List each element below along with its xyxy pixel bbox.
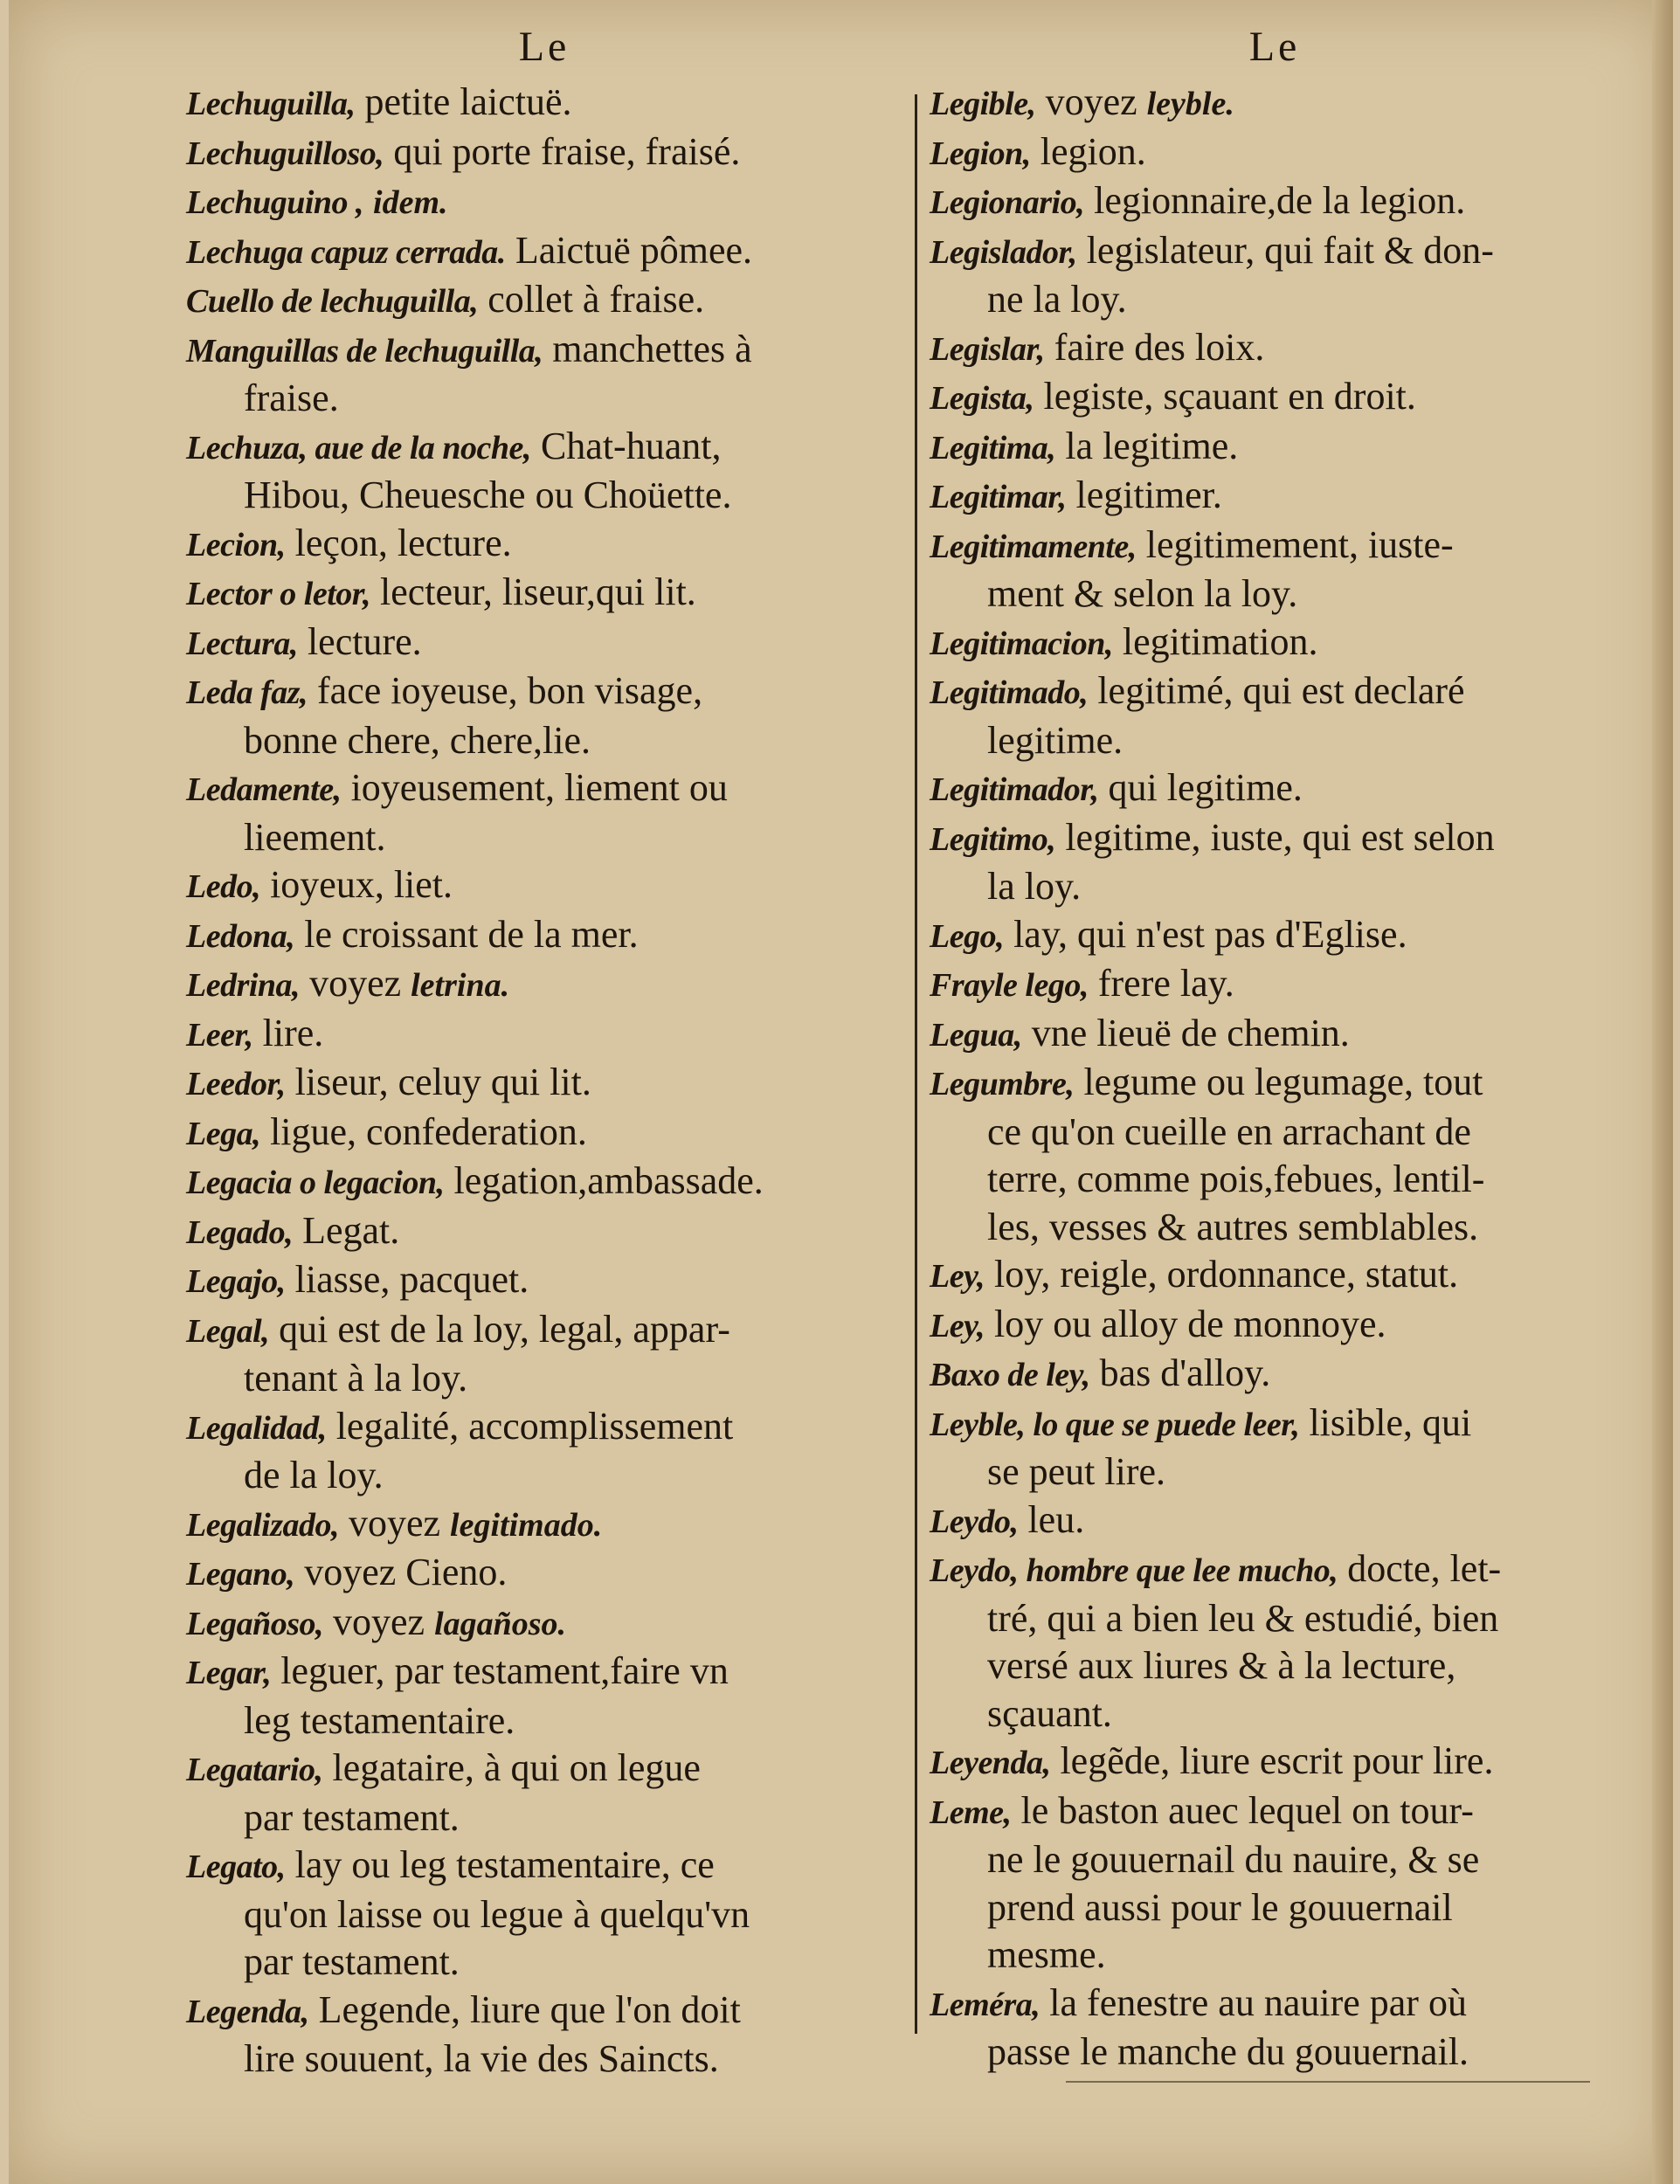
headword: Leedor, xyxy=(186,1066,286,1102)
definition-text: vne lieuë de chemin. xyxy=(1031,1011,1350,1054)
dictionary-entry-line xyxy=(186,1500,902,1550)
dictionary-entry-line xyxy=(186,1355,902,1403)
dictionary-entry-line xyxy=(930,1400,1620,1449)
definition-text: legionnaire,de la legion. xyxy=(1094,179,1466,222)
headword: Legua, xyxy=(930,1016,1022,1054)
dictionary-entry-line xyxy=(186,2035,902,2084)
definition-text: voyez xyxy=(333,1600,425,1643)
definition-text: legitimer. xyxy=(1075,473,1222,516)
dictionary-entry-line xyxy=(930,1884,1620,1932)
dictionary-entry-line xyxy=(930,960,1620,1010)
definition-text: tré, qui a bien leu & estudié, bien xyxy=(987,1596,1499,1640)
dictionary-entry-line xyxy=(930,373,1620,423)
headword: Lecion, xyxy=(186,526,286,563)
dictionary-entry-line xyxy=(930,423,1620,473)
definition-text: voyez xyxy=(309,962,402,1005)
dictionary-entry-line xyxy=(930,128,1620,178)
definition-text: bonne chere, chere,lie. xyxy=(244,718,591,762)
definition-text: voyez xyxy=(348,1501,441,1545)
definition-text: legitimation. xyxy=(1122,619,1318,663)
headword: Legitimado, xyxy=(930,674,1089,711)
definition-text: fraise. xyxy=(244,377,339,419)
headword: Legalidad, xyxy=(186,1409,327,1447)
headword: Legitimacion, xyxy=(930,625,1113,662)
definition-text: ne le gouuernail du nauire, & se xyxy=(987,1838,1480,1881)
headword: Legajo, xyxy=(186,1263,286,1300)
headword: Leda faz, xyxy=(186,674,308,711)
dictionary-entry-line xyxy=(930,1251,1620,1301)
dictionary-entry-line xyxy=(930,1301,1620,1351)
headword: Lechuguilla, xyxy=(186,86,356,122)
definition-text: tenant à la loy. xyxy=(244,1357,468,1400)
dictionary-entry-line xyxy=(930,1496,1620,1546)
definition-text: lay ou leg testamentaire, ce xyxy=(294,1843,715,1886)
headword: Legano, xyxy=(186,1556,295,1593)
definition-text: face ioyeuse, bon visage, xyxy=(317,669,703,712)
dictionary-entry-line xyxy=(186,764,902,814)
definition-text: loy, reigle, ordonnance, statut. xyxy=(994,1253,1459,1296)
headword: Ledrina, xyxy=(186,967,301,1004)
left-column xyxy=(186,26,902,2084)
definition-text: manchettes à xyxy=(552,327,752,370)
right-entry-list xyxy=(930,79,1620,2077)
dictionary-entry-line xyxy=(930,1738,1620,1787)
dictionary-entry-line xyxy=(930,1787,1620,1837)
headword: Legitimar, xyxy=(930,479,1067,515)
headword: Frayle lego, xyxy=(930,967,1089,1004)
definition-text: lire. xyxy=(262,1011,324,1054)
headword: Legacia o legacion, xyxy=(186,1165,445,1201)
dictionary-entry-line xyxy=(930,1980,1620,2029)
headword: Leyenda, xyxy=(930,1745,1051,1781)
headword: Legionario, xyxy=(930,184,1085,221)
dictionary-entry-line xyxy=(930,570,1620,619)
headword: Legado, xyxy=(186,1213,294,1251)
definition-text: legiste, sçauant en droit. xyxy=(1043,375,1416,418)
dictionary-entry-line xyxy=(186,1158,902,1207)
headword: Ley, xyxy=(930,1307,985,1344)
definition-text: Legat. xyxy=(302,1208,400,1252)
right-column xyxy=(930,26,1620,2077)
dictionary-entry-line xyxy=(186,717,902,765)
definition-text: liseur, celuy qui lit. xyxy=(294,1061,591,1103)
headword: Legislar, xyxy=(930,330,1045,368)
headword: Manguillas de lechuguilla, xyxy=(186,332,543,370)
headword: Legitima, xyxy=(930,429,1056,467)
definition-text: lecture. xyxy=(307,619,422,663)
headword: Legitimo, xyxy=(930,820,1056,858)
definition-text: legume ou legumage, tout xyxy=(1083,1061,1483,1103)
definition-text: legitime, iuste, qui est selon xyxy=(1065,815,1495,859)
definition-text: lire souuent, la vie des Saincts. xyxy=(244,2037,719,2080)
definition-text: par testament. xyxy=(244,1940,460,1983)
definition-text: legion. xyxy=(1040,129,1146,173)
definition-text: la legitime. xyxy=(1065,424,1239,467)
definition-text: leçon, lecture. xyxy=(294,521,512,564)
headword: Ley, xyxy=(930,1258,985,1295)
definition-text: petite laictuë. xyxy=(364,80,572,123)
dictionary-entry-line xyxy=(186,960,902,1010)
definition-text: le croissant de la mer. xyxy=(304,912,639,956)
definition-text: les, vesses & autres semblables. xyxy=(987,1205,1479,1248)
headword: Legato, xyxy=(186,1849,286,1885)
dictionary-entry-line xyxy=(930,79,1620,128)
definition-text: frere lay. xyxy=(1097,962,1234,1005)
definition-text: loy ou alloy de monnoye. xyxy=(994,1302,1386,1345)
headword: Lechuguilloso, xyxy=(186,135,384,172)
headword: Ledona, xyxy=(186,917,295,955)
cross-reference: legitimado. xyxy=(450,1506,603,1544)
dictionary-entry-line xyxy=(930,1836,1620,1884)
dictionary-entry-line xyxy=(186,619,902,668)
dictionary-entry-line xyxy=(186,1891,902,1939)
headword: Lega, xyxy=(186,1115,261,1152)
dictionary-entry-line xyxy=(930,227,1620,277)
headword: Legista, xyxy=(930,380,1034,417)
dictionary-entry-line xyxy=(186,1549,902,1599)
dictionary-entry-line xyxy=(930,717,1620,765)
dictionary-entry-line xyxy=(186,1794,902,1842)
dictionary-entry-line xyxy=(186,1987,902,2036)
headword: Legañoso, xyxy=(186,1605,323,1642)
definition-text: sçauant. xyxy=(987,1691,1112,1735)
dictionary-entry-line xyxy=(186,1648,902,1697)
dictionary-entry-line xyxy=(186,1452,902,1500)
definition-text: la fenestre au nauire par où xyxy=(1049,1980,1467,2024)
definition-text: versé aux liures & à la lecture, xyxy=(987,1644,1456,1687)
headword: Leméra, xyxy=(930,1986,1040,2023)
dictionary-entry-line xyxy=(930,1595,1620,1643)
definition-text: ligue, confederation. xyxy=(270,1109,587,1153)
definition-text: par testament. xyxy=(244,1795,460,1839)
definition-text: le baston auec lequel on tour- xyxy=(1020,1788,1474,1832)
dictionary-entry-line xyxy=(186,667,902,717)
definition-text: Hibou, Cheuesche ou Choüette. xyxy=(244,473,732,516)
dictionary-entry-line xyxy=(930,911,1620,961)
definition-text: Legende, liure que l'on doit xyxy=(318,1987,741,2031)
right-running-header: Le xyxy=(1248,24,1301,70)
dictionary-entry-line xyxy=(186,375,902,423)
definition-text: passe le manche du gouuernail. xyxy=(987,2030,1469,2073)
dictionary-entry-line xyxy=(186,472,902,520)
dictionary-entry-line xyxy=(930,472,1620,522)
left-entry-list xyxy=(186,79,902,2084)
definition-text: ne la loy. xyxy=(987,278,1127,321)
dictionary-entry-line xyxy=(930,619,1620,668)
headword: Lectura, xyxy=(186,625,298,662)
dictionary-entry-line xyxy=(186,1059,902,1109)
definition-text: docte, let- xyxy=(1347,1547,1502,1590)
dictionary-entry-line xyxy=(930,2028,1620,2077)
dictionary-entry-line xyxy=(186,1599,902,1648)
dictionary-entry-line xyxy=(930,814,1620,864)
definition-text: liasse, pacquet. xyxy=(294,1258,529,1301)
headword: Lechuza, aue de la noche, xyxy=(186,429,531,467)
headword: Legar, xyxy=(186,1655,272,1691)
dictionary-entry-line xyxy=(930,1350,1620,1400)
dictionary-entry-line xyxy=(186,423,902,473)
headword: Lego, xyxy=(930,917,1005,955)
dictionary-entry-line xyxy=(930,1109,1620,1157)
definition-text: qui porte fraise, fraisé. xyxy=(393,129,741,173)
headword: Legumbre, xyxy=(930,1066,1075,1102)
page-edge xyxy=(1652,0,1673,2184)
definition-text: lisible, qui xyxy=(1309,1400,1472,1444)
dictionary-entry-line xyxy=(186,1697,902,1745)
definition-text: voyez xyxy=(1045,80,1137,123)
definition-text: collet à fraise. xyxy=(487,278,705,321)
dictionary-entry-line xyxy=(186,861,902,911)
definition-text: legalité, accomplissement xyxy=(335,1404,734,1448)
definition-text: legation,ambassade. xyxy=(453,1159,764,1202)
dictionary-entry-line xyxy=(186,1745,902,1794)
headword: Ledo, xyxy=(186,868,261,905)
dictionary-entry-line xyxy=(930,1690,1620,1738)
cross-reference: idem. xyxy=(373,184,448,221)
dictionary-entry-line xyxy=(186,1207,902,1257)
dictionary-entry-line xyxy=(186,79,902,128)
headword: Legitimador, xyxy=(930,771,1099,808)
headword: Legible, xyxy=(930,86,1036,122)
definition-text: prend aussi pour le gouuernail xyxy=(987,1885,1453,1929)
dictionary-entry-line xyxy=(186,520,902,570)
definition-text: voyez Cieno. xyxy=(304,1551,508,1593)
dictionary-entry-line xyxy=(930,1448,1620,1496)
dictionary-entry-line xyxy=(186,569,902,619)
dictionary-entry-line xyxy=(930,1545,1620,1595)
dictionary-entry-line xyxy=(930,1932,1620,1980)
dictionary-entry-line xyxy=(930,863,1620,911)
headword: Leydo, xyxy=(930,1503,1019,1540)
book-page xyxy=(9,0,1673,2184)
headword: Cuello de lechuguilla, xyxy=(186,283,479,320)
definition-text: legẽde, liure escrit pour lire. xyxy=(1060,1739,1494,1782)
definition-text: lieement. xyxy=(244,815,386,859)
dictionary-entry-line xyxy=(186,227,902,277)
definition-text: leguer, par testament,faire vn xyxy=(280,1649,729,1692)
dictionary-entry-line xyxy=(186,276,902,326)
bottom-rule xyxy=(1066,2081,1590,2083)
definition-text: leu. xyxy=(1027,1497,1085,1541)
dictionary-entry-line xyxy=(186,177,902,227)
definition-text: qu'on laisse ou legue à quelqu'vn xyxy=(244,1892,750,1936)
headword: Lector o letor, xyxy=(186,576,370,612)
cross-reference: lagañoso. xyxy=(434,1605,567,1642)
definition-text: Chat-huant, xyxy=(540,424,722,467)
dictionary-entry-line xyxy=(930,522,1620,571)
headword: Leyble, lo que se puede leer, xyxy=(930,1406,1300,1443)
headword: Legatario, xyxy=(186,1752,323,1788)
dictionary-entry-line xyxy=(930,667,1620,717)
dictionary-entry-line xyxy=(186,1256,902,1306)
definition-text: legataire, à qui on legue xyxy=(332,1746,701,1789)
definition-text: legitimé, qui est declaré xyxy=(1097,669,1465,712)
dictionary-entry-line xyxy=(930,1156,1620,1204)
dictionary-entry-line xyxy=(930,177,1620,227)
definition-text: faire des loix. xyxy=(1054,325,1265,369)
dictionary-entry-line xyxy=(930,1059,1620,1109)
definition-text: Laictuë pômee. xyxy=(515,228,753,272)
definition-text: qui est de la loy, legal, appar- xyxy=(279,1307,730,1351)
dictionary-entry-line xyxy=(186,1842,902,1891)
headword: Leydo, hombre que lee mucho, xyxy=(930,1552,1338,1589)
definition-text: leg testamentaire. xyxy=(244,1698,515,1742)
definition-text: lay, qui n'est pas d'Eglise. xyxy=(1013,912,1407,956)
cross-reference: letrina. xyxy=(411,967,510,1004)
cross-reference: leyble. xyxy=(1146,86,1234,122)
definition-text: bas d'alloy. xyxy=(1099,1351,1271,1394)
definition-text: legitimement, iuste- xyxy=(1145,522,1454,566)
dictionary-entry-line xyxy=(186,1939,902,1987)
headword: Leme, xyxy=(930,1794,1012,1831)
definition-text: mesme. xyxy=(987,1933,1106,1976)
definition-text: ce qu'on cueille en arrachant de xyxy=(987,1109,1471,1153)
left-running-header: Le xyxy=(518,24,570,70)
definition-text: de la loy. xyxy=(244,1454,384,1496)
dictionary-entry-line xyxy=(186,814,902,862)
headword: Legal, xyxy=(186,1312,270,1350)
definition-text: legislateur, qui fait & don- xyxy=(1086,228,1494,272)
column-divider-rule xyxy=(915,94,917,2034)
dictionary-entry-line xyxy=(930,324,1620,374)
headword: Legion, xyxy=(930,135,1031,172)
definition-text: se peut lire. xyxy=(987,1450,1166,1493)
definition-text: ioyeusement, liement ou xyxy=(350,766,728,809)
dictionary-entry-line xyxy=(930,764,1620,814)
headword: Lechuga capuz cerrada. xyxy=(186,233,506,271)
dictionary-entry-line xyxy=(186,1403,902,1453)
headword: Legislador, xyxy=(930,233,1077,271)
headword: Legalizado, xyxy=(186,1506,339,1544)
definition-text: la loy. xyxy=(987,865,1082,908)
definition-text: legitime. xyxy=(987,718,1123,762)
definition-text: qui legitime. xyxy=(1108,766,1303,809)
dictionary-entry-line xyxy=(186,1306,902,1356)
headword: Baxo de ley, xyxy=(930,1357,1090,1393)
headword: Legenda, xyxy=(186,1993,309,2030)
definition-text: ment & selon la loy. xyxy=(987,572,1298,615)
dictionary-entry-line xyxy=(186,1109,902,1158)
dictionary-entry-line xyxy=(186,911,902,961)
headword: Lechuguino , xyxy=(186,184,364,221)
definition-text: lecteur, liseur,qui lit. xyxy=(379,570,696,613)
dictionary-entry-line xyxy=(186,128,902,178)
headword: Legitimamente, xyxy=(930,528,1137,565)
dictionary-entry-line xyxy=(930,1010,1620,1060)
dictionary-entry-line xyxy=(186,326,902,376)
dictionary-entry-line xyxy=(186,1010,902,1060)
headword: Ledamente, xyxy=(186,771,342,808)
headword: Leer, xyxy=(186,1016,253,1054)
definition-text: ioyeux, liet. xyxy=(270,863,453,906)
dictionary-entry-line xyxy=(930,276,1620,324)
definition-text: terre, comme pois,febues, lentil- xyxy=(987,1158,1485,1200)
dictionary-entry-line xyxy=(930,1642,1620,1690)
dictionary-entry-line xyxy=(930,1204,1620,1252)
